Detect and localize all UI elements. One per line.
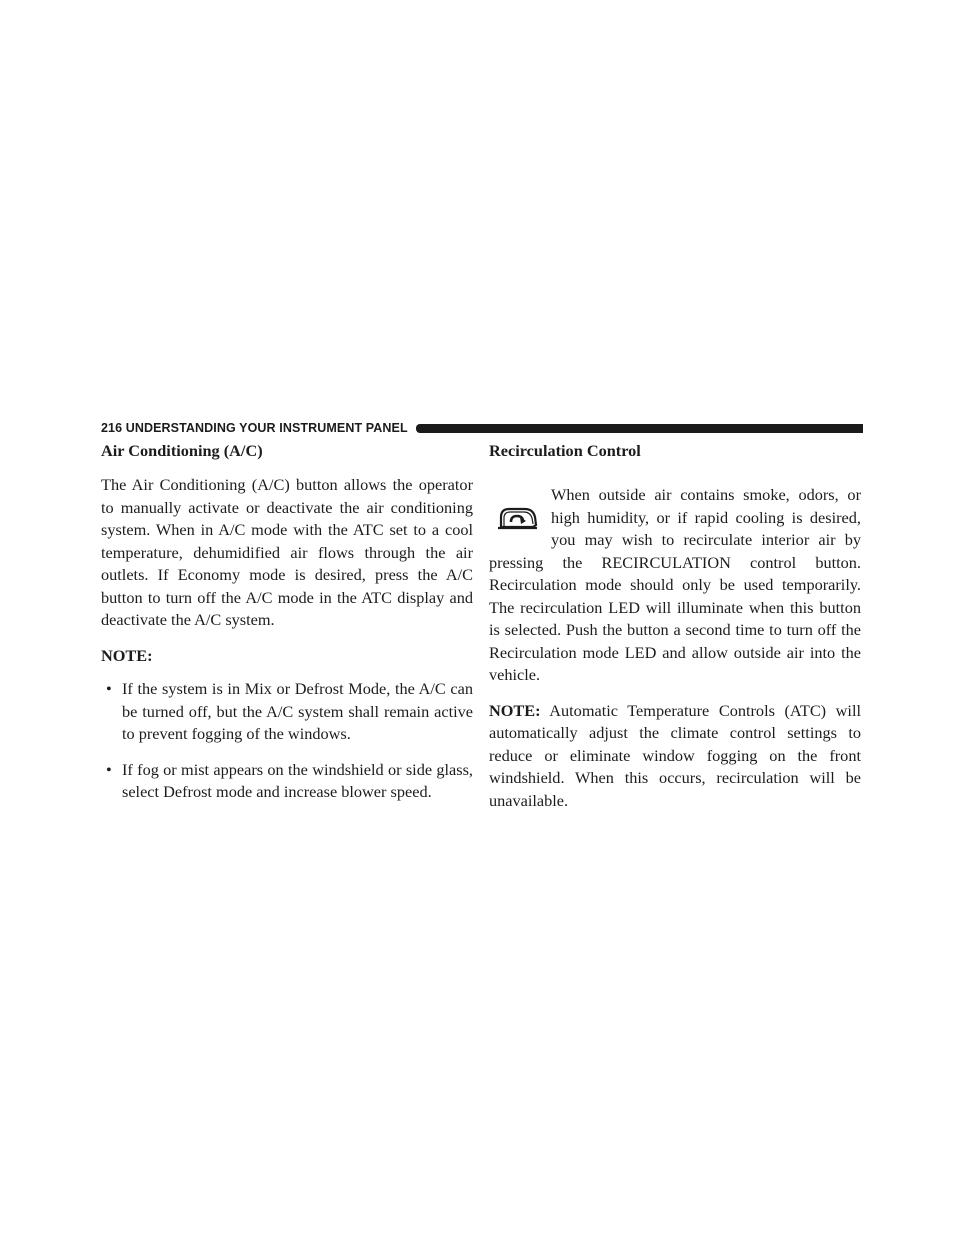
list-item xyxy=(101,678,473,746)
bullet-icon: • xyxy=(106,679,112,698)
list-item-text: If the system is in Mix or Defrost Mode, the A/C can be turned off, but the A/C system shall remain active to prevent fogging of the windows. xyxy=(122,679,473,743)
right-column xyxy=(489,440,861,825)
bullet-icon: • xyxy=(106,759,112,779)
page-header-label: 216 UNDERSTANDING YOUR INSTRUMENT PANEL xyxy=(101,421,408,435)
list-item-text: If fog or mist appears on the windshield or side glass, select Defrost mode and increase blower speed. xyxy=(122,759,473,801)
note-text: Automatic Temperature Controls (ATC) will automatically adjust the climate control settings to reduce or eliminate window fogging on the front windshield. When this occurs, recirculation will be unavailable. xyxy=(489,700,861,810)
header-rule xyxy=(416,424,863,433)
recirculation-icon xyxy=(493,498,541,538)
note-list xyxy=(101,678,473,804)
left-column xyxy=(101,440,473,817)
note-label: NOTE: xyxy=(101,645,153,665)
list-item xyxy=(101,759,473,804)
recirculation-note xyxy=(489,700,861,813)
recirculation-heading: Recirculation Control xyxy=(489,441,641,460)
note-label: NOTE: xyxy=(489,700,541,720)
ac-heading: Air Conditioning (A/C) xyxy=(101,441,263,460)
page-header xyxy=(101,419,863,437)
recirculation-paragraph: When outside air contains smoke, odors, or high humidity, or if rapid cooling is desired, you may wish to recirculate interior air by pressing the RECIRCULATION control button. Recirculation mode should only be used temporarily. The recirculation LED will illuminate when this button is selected. Push the button a second time to turn off the Recirculation mode LED and allow outside air into the vehicle. xyxy=(489,485,861,684)
ac-paragraph: The Air Conditioning (A/C) button allows the operator to manually activate or deactivate the air conditioning system. When in A/C mode with the ATC set to a cool temperature, dehumidified air flows through the air outlets. If Economy mode is desired, press the A/C button to turn off the A/C mode in the ATC display and deactivate the A/C system. xyxy=(101,475,473,629)
